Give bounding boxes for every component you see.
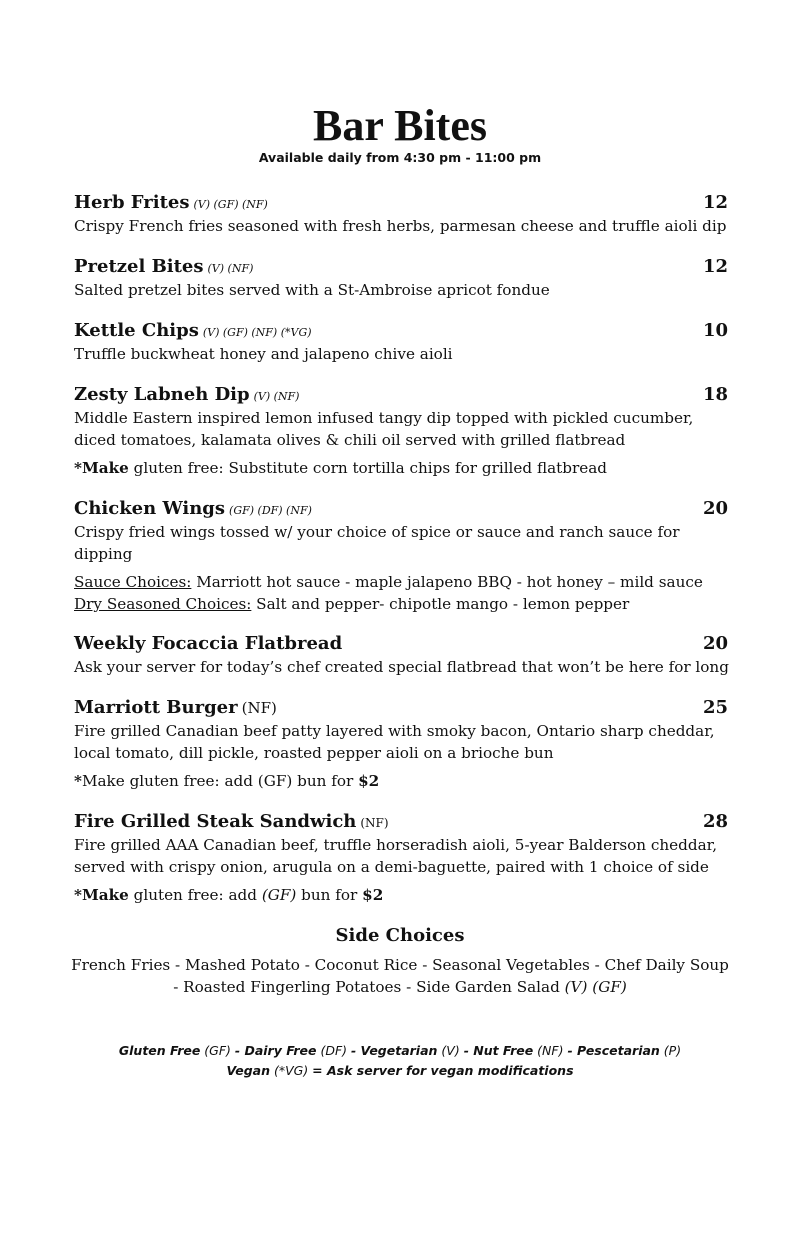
- item-description: Ask your server for today’s chef created special flatbread that won’t be here for long: [74, 658, 729, 676]
- item-description: Crispy fried wings tossed w/ your choice of spice or sauce and ranch sauce for: [74, 523, 680, 541]
- item-price: 25: [702, 697, 728, 718]
- item-name: Zesty Labneh Dip (V) (NF): [74, 384, 300, 405]
- item-description: Fire grilled Canadian beef patty layered with smoky bacon, Ontario sharp cheddar,: [74, 722, 715, 740]
- diet-tags: (V) (NF): [253, 390, 300, 403]
- item-price: 18: [702, 384, 728, 405]
- menu-item-marriott-burger: [74, 696, 728, 792]
- menu-item-kettle-chips: [74, 319, 728, 365]
- item-description: served with crispy onion, arugula on a demi-baguette, paired with 1 choice of side: [74, 858, 709, 876]
- dry-seasoned-choices: Dry Seasoned Choices: Salt and pepper- chipotle mango - lemon pepper: [74, 595, 630, 613]
- diet-tags: (GF) (DF) (NF): [229, 504, 312, 517]
- item-description: local tomato, dill pickle, roasted pepper aioli on a brioche bun: [74, 744, 554, 762]
- item-price: 12: [702, 192, 728, 213]
- gluten-free-note: *Make gluten free: add (GF) bun for $2: [74, 886, 384, 904]
- item-description: Middle Eastern inspired lemon infused tangy dip topped with pickled cucumber,: [74, 409, 694, 427]
- diet-tags: (V) (NF): [207, 262, 254, 275]
- item-name: Weekly Focaccia Flatbread: [74, 633, 343, 654]
- diet-tags: (NF): [360, 816, 389, 830]
- page-title: Bar Bites: [313, 101, 487, 150]
- diet-tags: (V) (GF) (NF) (*VG): [202, 326, 312, 339]
- item-price: 12: [702, 256, 728, 277]
- item-description: dipping: [74, 545, 133, 563]
- side-choices-heading: Side Choices: [335, 925, 465, 946]
- item-name: Chicken Wings (GF) (DF) (NF): [74, 498, 312, 519]
- item-price: 10: [702, 320, 728, 341]
- item-price: 28: [702, 811, 728, 832]
- sauce-choices: Sauce Choices: Marriott hot sauce - maple jalapeno BBQ - hot honey – mild sauce: [74, 573, 703, 591]
- item-description: Salted pretzel bites served with a St-Ambroise apricot fondue: [74, 281, 550, 299]
- gluten-free-note: *Make gluten free: Substitute corn tortilla chips for grilled flatbread: [74, 459, 607, 477]
- item-price: 20: [702, 498, 728, 519]
- item-name: Kettle Chips (V) (GF) (NF) (*VG): [74, 320, 312, 341]
- menu-item-steak-sandwich: [74, 810, 728, 906]
- diet-tags: (NF): [241, 699, 277, 717]
- menu-item-pretzel-bites: [74, 255, 728, 301]
- item-description: Crispy French fries seasoned with fresh herbs, parmesan cheese and truffle aioli dip: [74, 217, 727, 235]
- gluten-free-note: *Make gluten free: add (GF) bun for $2: [74, 772, 380, 790]
- side-choices-list: French Fries - Mashed Potato - Coconut Rice - Seasonal Vegetables - Chef Daily Soup - Roasted Fingerling Potatoes - Side Garden Salad (V) (GF): [71, 956, 729, 996]
- item-description: Truffle buckwheat honey and jalapeno chive aioli: [74, 345, 453, 363]
- item-name: Pretzel Bites (V) (NF): [74, 256, 254, 277]
- item-name: Herb Frites (V) (GF) (NF): [74, 192, 268, 213]
- diet-tags: (V) (GF) (NF): [193, 198, 268, 211]
- dietary-legend: Gluten Free (GF) - Dairy Free (DF) - Vegetarian (V) - Nut Free (NF) - Pescetarian (P) Vegan (*VG) = Ask server for vegan modifications: [118, 1043, 682, 1078]
- menu-item-focaccia-flatbread: [74, 632, 728, 678]
- item-name: Fire Grilled Steak Sandwich (NF): [74, 811, 389, 832]
- menu-item-chicken-wings: [74, 497, 728, 615]
- item-name: Marriott Burger (NF): [74, 697, 277, 718]
- menu-item-zesty-labneh-dip: [74, 383, 728, 479]
- item-description: Fire grilled AAA Canadian beef, truffle horseradish aioli, 5-year Balderson cheddar,: [74, 836, 718, 854]
- menu-item-herb-frites: [74, 191, 728, 237]
- item-description: diced tomatoes, kalamata olives & chili oil served with grilled flatbread: [74, 431, 626, 449]
- availability-subtitle: Available daily from 4:30 pm - 11:00 pm: [258, 150, 542, 165]
- item-price: 20: [702, 633, 728, 654]
